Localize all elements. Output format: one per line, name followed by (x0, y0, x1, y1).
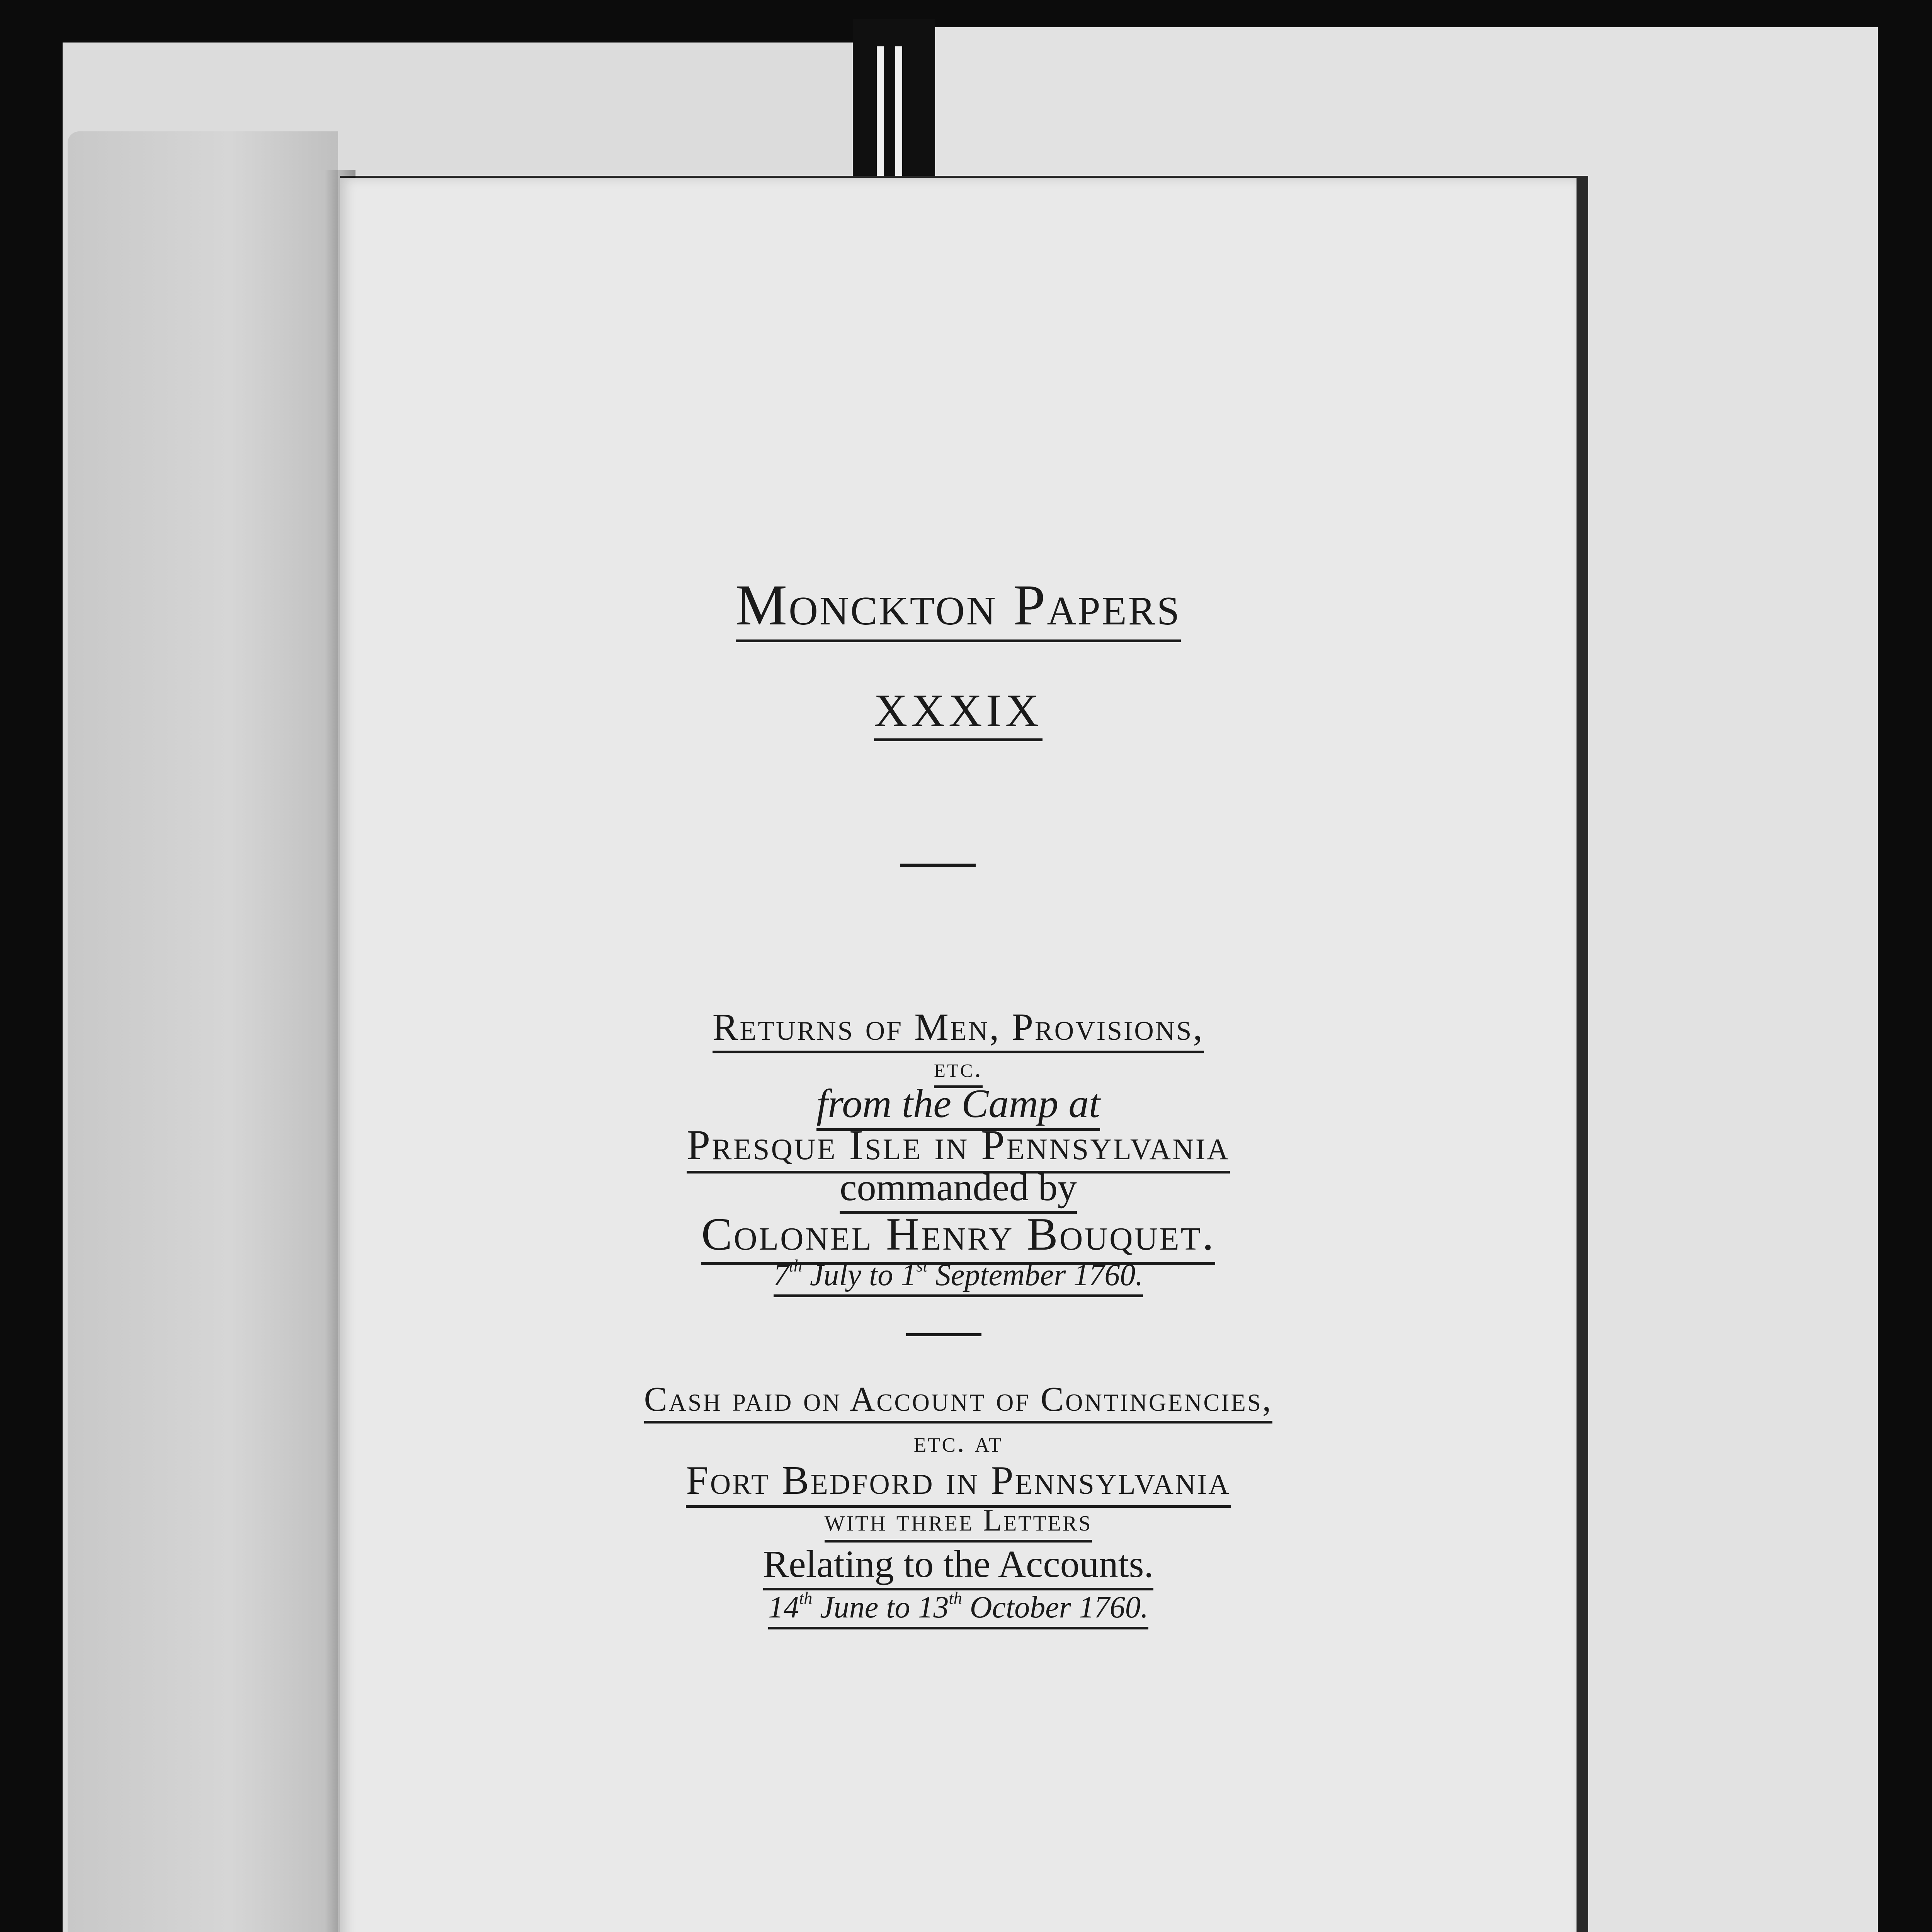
section1-dates: 7th July to 1st September 1760. (340, 1256, 1577, 1293)
section1-line1: Returns of Men, Provisions, (340, 1005, 1577, 1049)
title-page-content (340, 178, 1577, 1932)
section2-dates: 14th June to 13th October 1760. (340, 1588, 1577, 1625)
divider-rule (900, 864, 976, 867)
title-page (340, 178, 1577, 1932)
section2-line2: etc. at (913, 1426, 1003, 1458)
section1-line3: from the Camp at (340, 1080, 1577, 1127)
section1-line4: Presque Isle in Pennsylvania (340, 1121, 1577, 1170)
section2-line4: with three Letters (340, 1503, 1577, 1538)
section1-line5: commanded by (340, 1165, 1577, 1209)
section2-line3: Fort Bedford in Pennsylvania (340, 1457, 1577, 1503)
divider-rule (906, 1333, 981, 1336)
section2-line1: Cash paid on Account of Contingencies, (340, 1379, 1577, 1419)
section1-line6: Colonel Henry Bouquet. (340, 1208, 1577, 1261)
volume-line (340, 684, 1577, 737)
section1-line2: etc. (340, 1053, 1577, 1084)
section2-line5: Relating to the Accounts. (340, 1542, 1577, 1586)
page-title-line (340, 572, 1577, 638)
verso-page (68, 131, 338, 1932)
page-title: Monckton Papers (736, 573, 1181, 642)
volume-number: XXXIX (874, 685, 1043, 741)
